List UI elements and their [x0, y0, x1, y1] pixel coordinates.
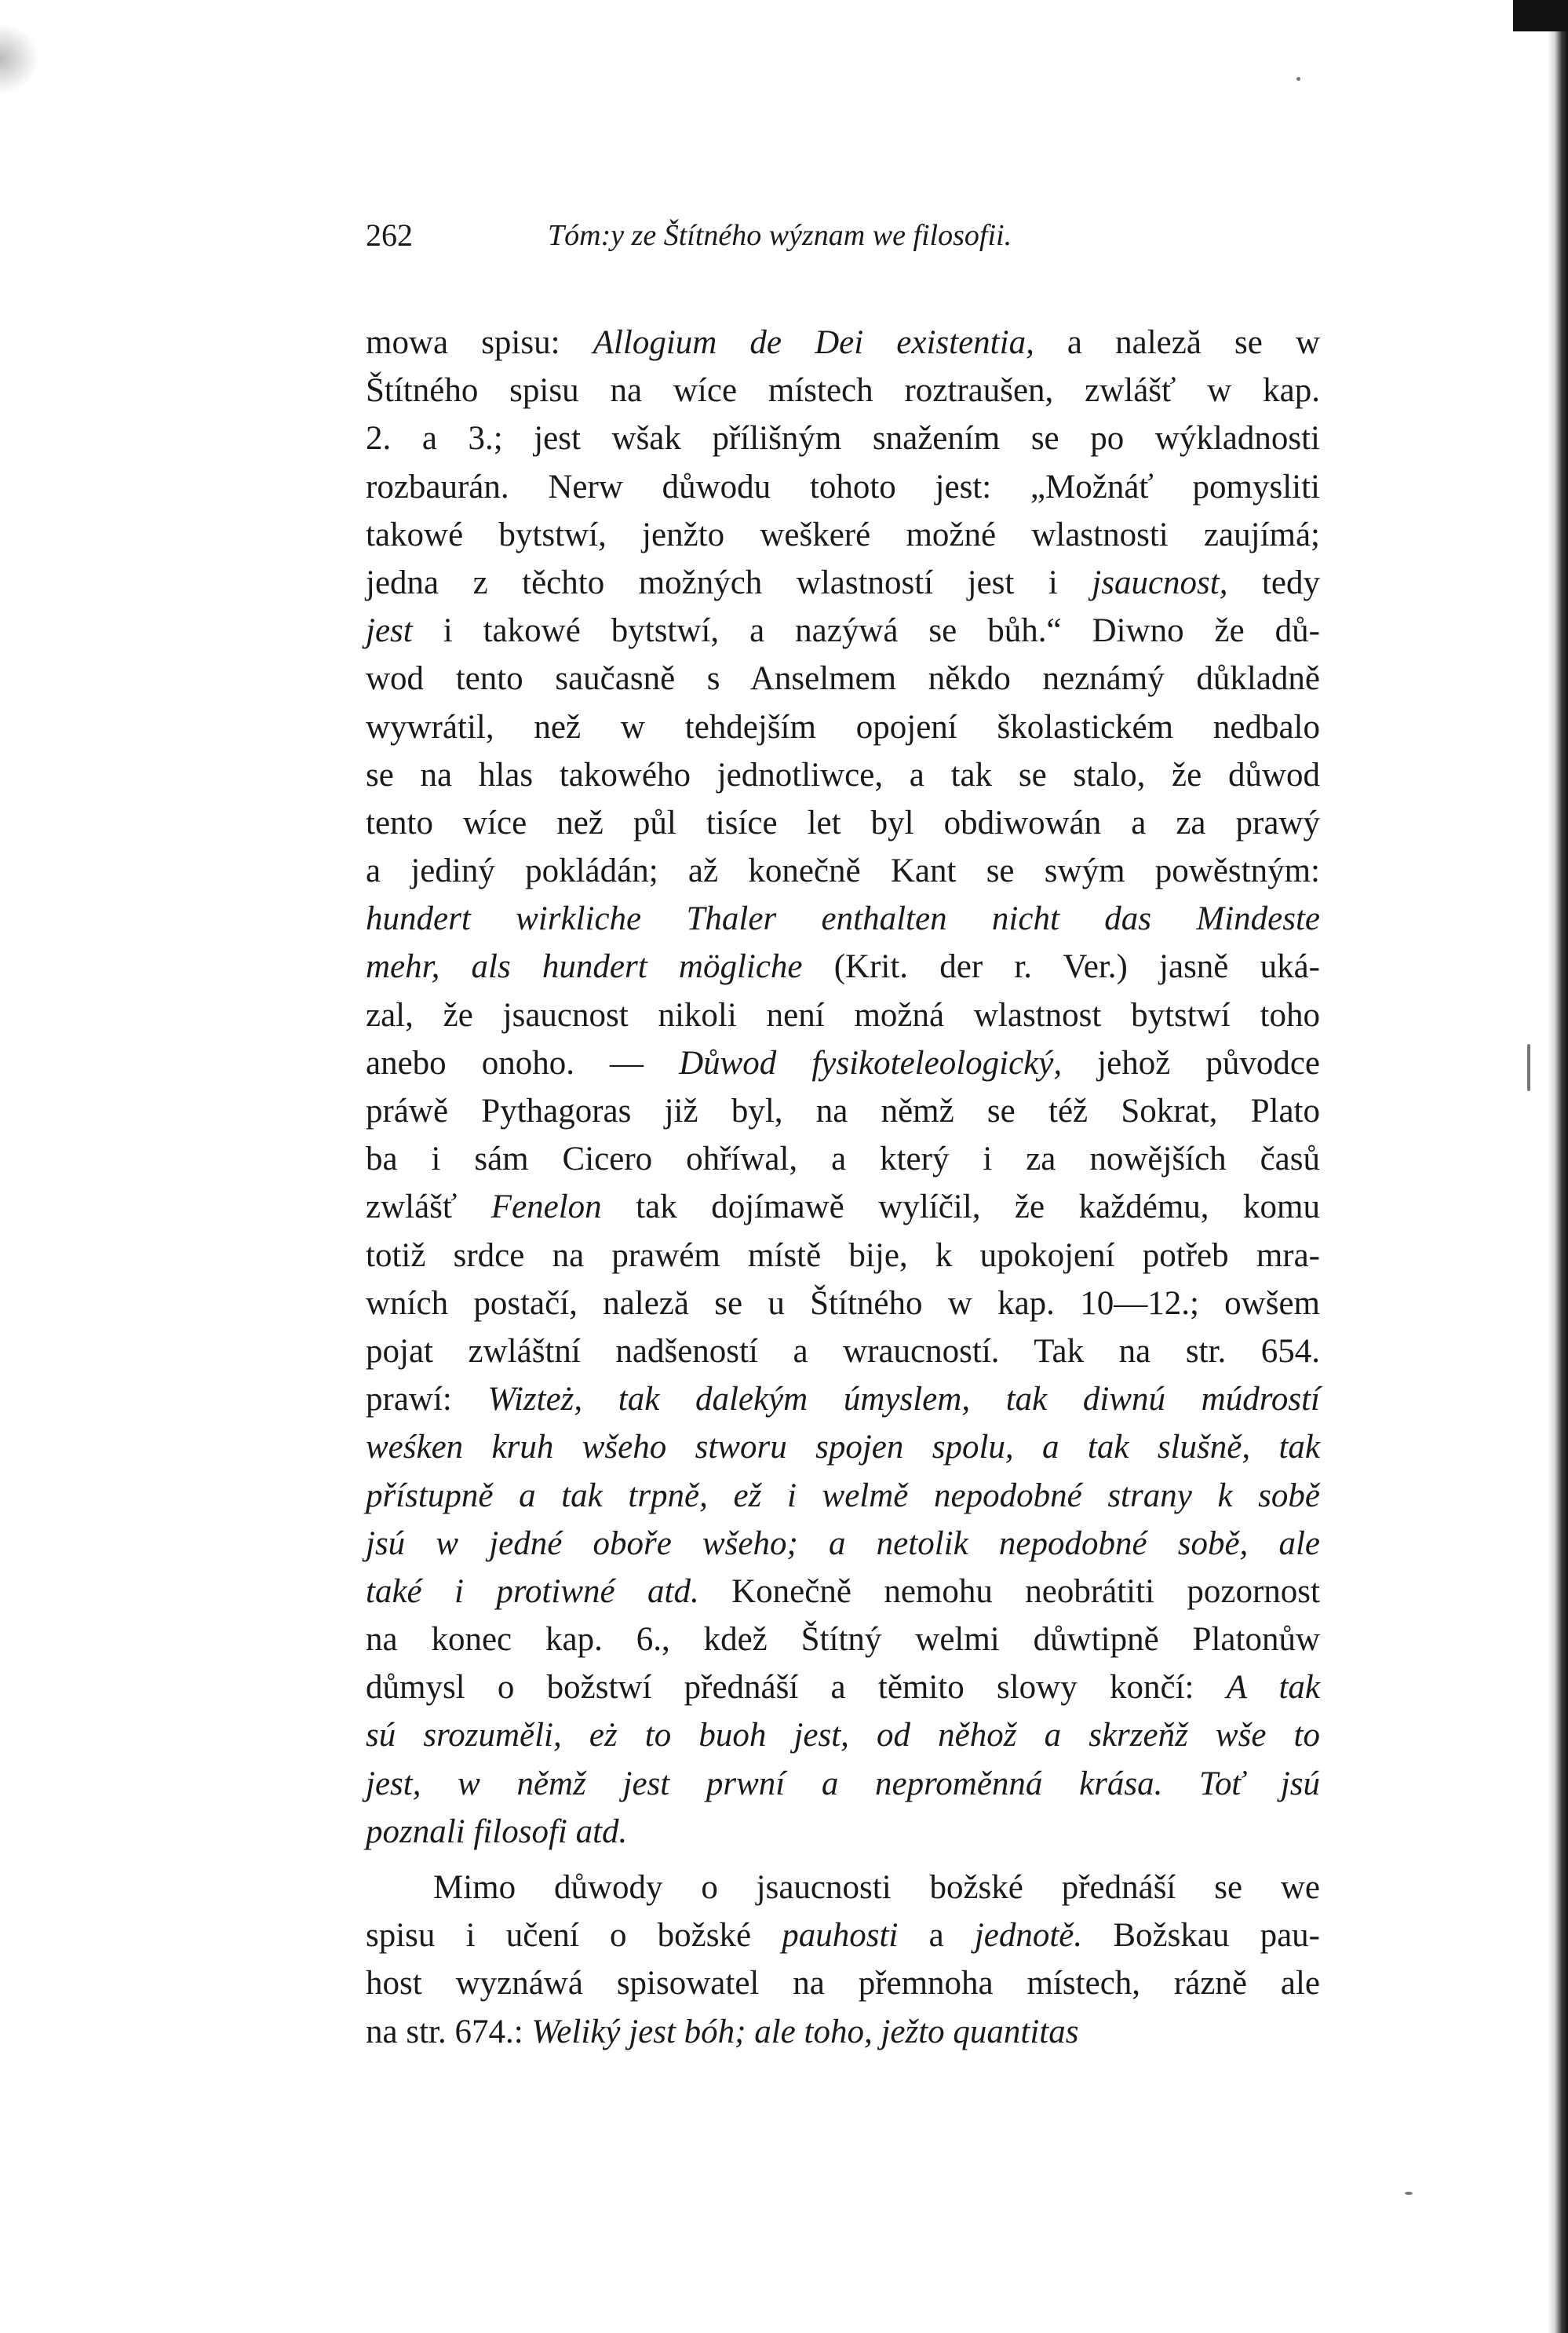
text-line	[366, 1087, 1320, 1135]
text-segment: rozbaurán. Nerw důwodu tohoto jest: „Možnáť pomysliti	[366, 468, 1320, 506]
text-segment: a naleză se w	[1034, 324, 1320, 361]
italic-text: jsú w jedné oboře wšeho; a netolik nepodobné sobě, ale	[366, 1524, 1320, 1562]
text-line	[366, 1864, 1320, 1911]
text-line	[366, 1616, 1320, 1663]
text-line	[366, 943, 1320, 991]
running-title: Tóm:y ze Štítného wýznam we filosofii.	[548, 219, 1012, 252]
text-segment: jedna z těchto možných wlastností jest i	[366, 564, 1092, 601]
text-segment: wod tento saučasně s Anselmem někdo neznámý důkladně	[366, 660, 1320, 698]
text-line	[366, 1760, 1320, 1808]
text-line	[366, 559, 1320, 607]
text-line	[366, 895, 1320, 943]
text-segment: na konec kap. 6., kdež Štítný welmi důwtipně Platonůw	[366, 1621, 1320, 1659]
scan-speck	[1405, 2192, 1413, 2195]
text-segment: Konečně nemohu neobrátiti pozornost	[698, 1572, 1320, 1610]
text-segment: pojat zwláštní nadšeností a wraucností. Tak na str. 654.	[366, 1332, 1320, 1370]
text-line	[366, 1183, 1320, 1231]
text-segment: důmysl o božstwí přednáší a těmito slowy končí:	[366, 1669, 1227, 1707]
text-line	[366, 1568, 1320, 1616]
text-line	[366, 414, 1320, 462]
italic-text: weśken kruh wšeho stworu spojen spolu, a tak slušně, tak	[366, 1429, 1320, 1466]
text-line	[366, 1808, 1320, 1856]
italic-text: přístupně a tak trpně, ež i welmě nepodobné strany k sobě	[366, 1477, 1320, 1514]
text-segment: se na hlas takowého jednotliwce, a tak se stalo, že důwod	[366, 756, 1320, 794]
text-line	[366, 1375, 1320, 1423]
text-segment: tento wíce než půl tisíce let byl obdiwowán a za prawý	[366, 804, 1320, 842]
text-segment: zal, že jsaucnost nikoli není možná wlastnost bytstwí toho	[366, 996, 1320, 1034]
text-segment: anebo onoho. —	[366, 1044, 680, 1082]
text-segment: práwě Pythagoras již byl, na němž se též Sokrat, Plato	[366, 1093, 1320, 1130]
text-segment: wních postačí, naleză se u Štítného w kap. 10—12.; owšem	[366, 1284, 1320, 1322]
text-segment: i takowé bytstwí, a nazýwá se bůh.“ Diwno že dů-	[412, 612, 1320, 650]
text-line	[366, 1959, 1320, 2007]
italic-text: mehr, als hundert mögliche	[366, 948, 803, 986]
italic-text: také i protiwné atd.	[366, 1572, 699, 1610]
scan-shadow-left	[0, 24, 39, 94]
text-line	[366, 511, 1320, 559]
text-segment: na str. 674.:	[366, 2013, 532, 2050]
text-line	[366, 847, 1320, 895]
italic-text: jednotě.	[974, 1917, 1083, 1955]
paragraph	[366, 319, 1320, 1856]
text-line	[366, 463, 1320, 511]
text-segment: totiž srdce na prawém místě bije, k upokojení potřeb mra-	[366, 1236, 1320, 1274]
running-head	[366, 210, 1320, 261]
text-line	[366, 367, 1320, 414]
text-segment: 2. a 3.; jest wšak přílišným snažením se po wýkladnosti	[366, 420, 1320, 458]
paragraph-gap	[366, 1856, 1320, 1864]
scan-speck	[1296, 77, 1300, 81]
italic-text: jest, w němž jest prwní a neproměnná krása. Toť jsú	[366, 1765, 1320, 1802]
text-line	[366, 1327, 1320, 1375]
italic-text: A tak	[1226, 1669, 1320, 1707]
text-line	[366, 319, 1320, 367]
text-line	[366, 2008, 1320, 2056]
text-line	[366, 991, 1320, 1039]
italic-text: jsaucnost,	[1092, 564, 1228, 601]
text-segment: Štítného spisu na wíce místech roztraušen, zwlášť w kap.	[366, 372, 1320, 410]
text-segment: takowé bytstwí, jenžto weškeré možné wlastnosti zaujímá;	[366, 516, 1320, 553]
text-line	[366, 1232, 1320, 1280]
scan-corner-top	[1513, 0, 1568, 31]
text-line	[366, 1423, 1320, 1471]
text-segment: tak dojímawě wylíčil, že každému, komu	[601, 1188, 1321, 1226]
text-segment: mowa spisu:	[366, 324, 593, 361]
text-segment: host wyznáwá spisowatel na přemnoha místech, rázně ale	[366, 1965, 1320, 2003]
italic-text: Fenelon	[490, 1188, 602, 1226]
italic-text: Důwod fysikoteleologický,	[679, 1044, 1063, 1082]
text-line	[366, 751, 1320, 799]
text-line	[366, 655, 1320, 703]
text-line	[366, 1472, 1320, 1520]
text-segment: spisu i učení o božské	[366, 1917, 782, 1955]
text-line	[366, 1711, 1320, 1759]
text-line	[366, 799, 1320, 847]
italic-text: Wizteż, tak dalekým úmyslem, tak diwnú múdrostí	[487, 1381, 1320, 1418]
italic-text: poznali filosofi atd.	[366, 1813, 628, 1850]
scan-speck	[1527, 1044, 1530, 1091]
text-segment: tedy	[1227, 564, 1320, 601]
scan-edge-right	[1548, 0, 1568, 2333]
italic-text: sú srozuměli, eż to buoh jest, od něhož a skrzeňž wše to	[366, 1717, 1320, 1754]
body-text	[366, 319, 1320, 2056]
text-segment: a	[898, 1917, 975, 1955]
text-segment: (Krit. der r. Ver.) jasně uká-	[802, 948, 1320, 986]
text-line	[366, 1911, 1320, 1959]
text-segment: prawí:	[366, 1381, 488, 1418]
text-line	[366, 1280, 1320, 1327]
page-number: 262	[366, 217, 413, 253]
italic-text: hundert wirkliche Thaler enthalten nicht das Mindeste	[366, 900, 1320, 938]
text-line	[366, 703, 1320, 751]
text-segment: ba i sám Cicero ohříwal, a který i za nowějších časů	[366, 1141, 1320, 1178]
text-line	[366, 607, 1320, 655]
text-line	[366, 1039, 1320, 1087]
text-segment: zwlášť	[366, 1188, 491, 1226]
italic-text: Allogium de Dei existentia,	[593, 324, 1034, 361]
italic-text: jest	[366, 612, 413, 650]
paragraph	[366, 1864, 1320, 2056]
text-line	[366, 1663, 1320, 1711]
text-segment: a jediný pokládán; až konečně Kant se swým powěstným:	[366, 853, 1320, 890]
page-content	[366, 210, 1320, 2056]
italic-text: Weliký jest bóh; ale toho, ježto quantitas	[531, 2013, 1079, 2050]
text-line	[366, 1135, 1320, 1183]
text-line	[366, 1520, 1320, 1568]
italic-text: pauhosti	[782, 1917, 899, 1955]
text-segment: wywrátil, než w tehdejším opojení školastickém nedbalo	[366, 708, 1320, 746]
text-segment: Mimo důwody o jsaucnosti božské přednáší se we	[433, 1869, 1320, 1906]
text-segment: Božskau pau-	[1082, 1917, 1320, 1955]
text-segment: jehož původce	[1062, 1044, 1320, 1082]
